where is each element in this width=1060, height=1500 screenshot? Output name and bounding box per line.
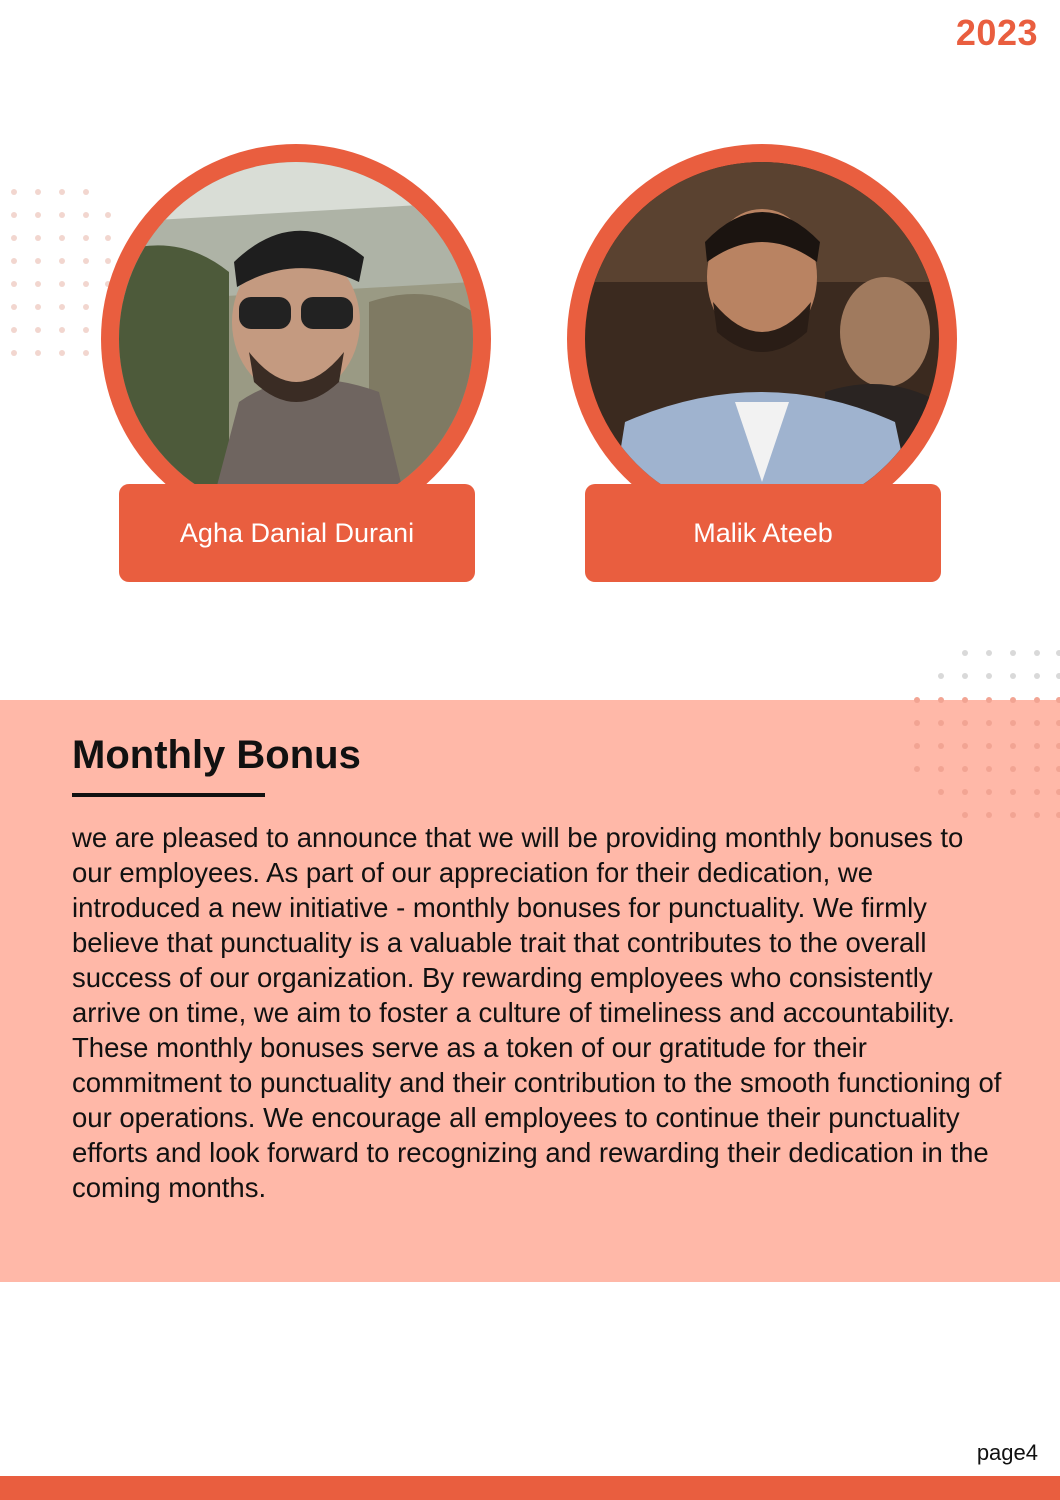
decorative-dot-grid-right	[910, 628, 1060, 828]
portrait-indoor-image	[585, 162, 939, 516]
title-underline	[72, 793, 265, 797]
section-body-text: we are pleased to announce that we will be providing monthly bonuses to our employees. As part of our appreciation for their dedication, we introduced a new initiative - monthly bonuses for punctuality. We firmly believe that punctuality is a valuable trait that contributes to the overall success of our organization. By rewarding employees who consistently arrive on time, we aim to foster a culture of timeliness and accountability. These monthly bonuses serve as a token of our gratitude for their commitment to punctuality and their contribution to the smooth functioning of our operations. We encourage all employees to continue their punctuality efforts and look forward to recognizing and rewarding their dedication in the coming months.	[72, 822, 1002, 1203]
person-name: Agha Danial Durani	[179, 517, 415, 548]
profile-photo	[119, 162, 473, 516]
name-label-box	[119, 484, 475, 582]
bottom-accent-bar	[0, 1476, 1060, 1500]
profile-photo	[585, 162, 939, 516]
person-name: Malik Ateeb	[693, 517, 833, 548]
page-number: page4	[976, 1440, 1038, 1465]
portrait-outdoor-image	[119, 162, 473, 516]
profile-card-agha-danial-durani	[101, 144, 491, 584]
name-label-box	[585, 484, 941, 582]
section-title: Monthly Bonus	[72, 733, 361, 777]
profile-card-malik-ateeb	[567, 144, 957, 584]
year-label: 2023	[955, 12, 1038, 53]
